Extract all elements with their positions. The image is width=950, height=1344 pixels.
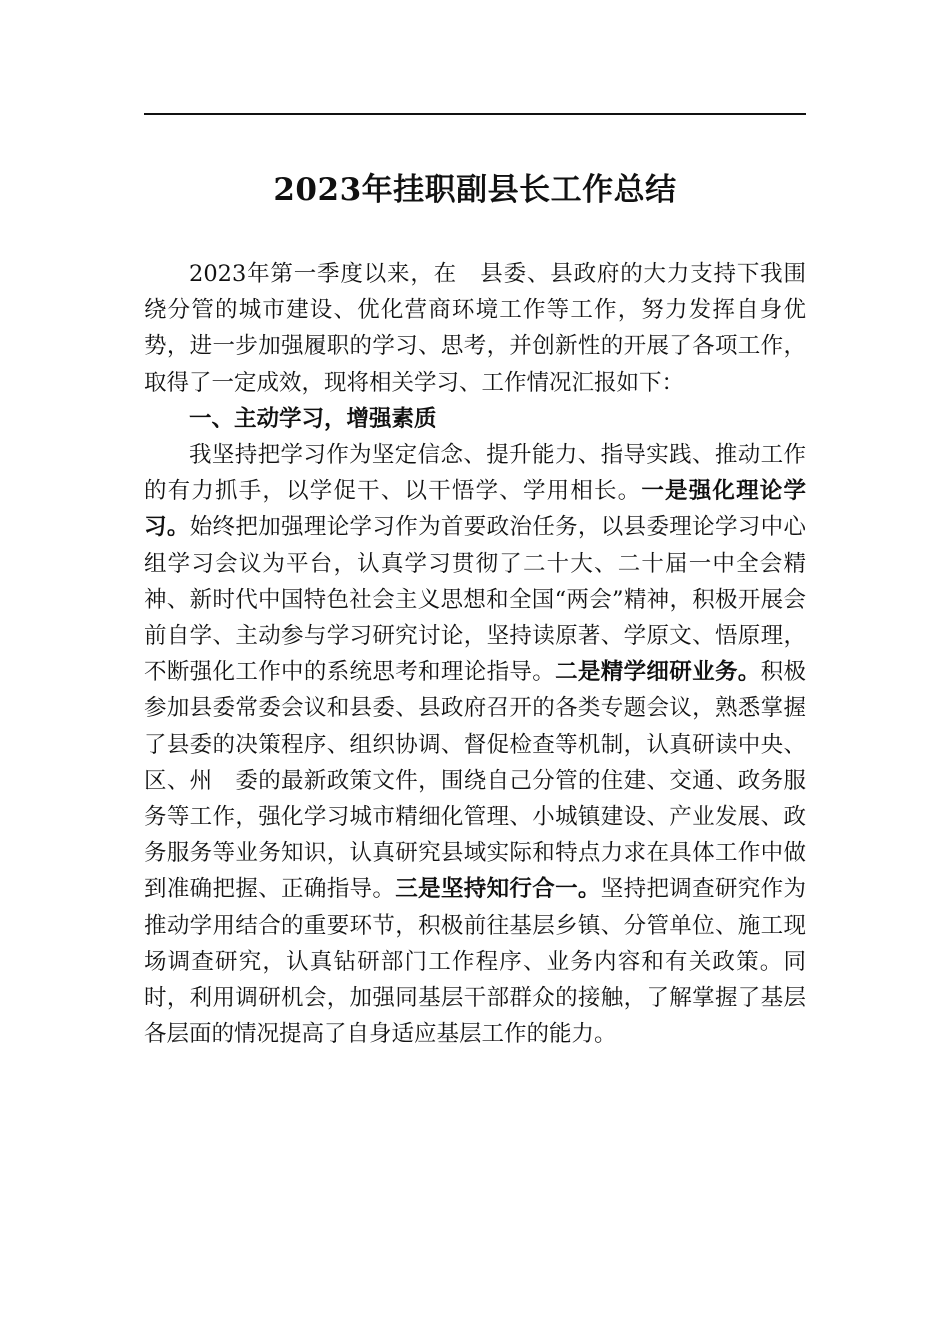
section-lead: 我坚持把学习作为坚定信念、提升能力、指导实践、推动工作的有力抓手，以学促干、以干悟学、学用相长。 [144, 442, 806, 505]
intro-paragraph: 2023年第一季度以来，在 县委、县政府的大力支持下我围绕分管的城市建设、优化营商环境工作等工作，努力发挥自身优势，进一步加强履职的学习、思考，并创新性的开展了各项工作，取得了一定成效，现将相关学习、工作情况汇报如下： [144, 261, 806, 396]
section-heading: 一、主动学习，增强素质 [189, 405, 437, 432]
point-3-title: 三是坚持知行合一。 [395, 876, 601, 903]
document-body [144, 256, 806, 1052]
point-1-text: 始终把加强理论学习作为首要政治任务，以县委理论学习中心组学习会议为平台，认真学习贯彻了二十大、二十届一中全会精神、新时代中国特色社会主义思想和全国“两会”精神，积极开展会前自学、主动参与学习研究讨论，坚持读原著、学原文、悟原理，不断强化工作中的系统思考和理论指导。 [144, 514, 806, 686]
document-title: 2023年挂职副县长工作总结 [273, 172, 677, 208]
point-1-title: 一是强化理论学习。 [144, 478, 806, 541]
point-2-text: 积极参加县委常委会议和县委、县政府召开的各类专题会议，熟悉掌握了县委的决策程序、组织协调、督促检查等机制，认真研读中央、区、州 委的最新政策文件，围绕自己分管的住建、交通、政务服务等工作，强化学习城市精细化管理、小城镇建设、产业发展、政务服务等业务知识，认真研究县域实际和特点力求在具体工作中做到准确把握、正确指导。 [144, 659, 806, 903]
point-2-title: 二是精学细研业务。 [555, 659, 761, 686]
header-rule [144, 113, 806, 115]
section-paragraph [144, 437, 806, 1052]
point-3-text: 坚持把调查研究作为推动学用结合的重要环节，积极前往基层乡镇、分管单位、施工现场调查研究，认真钻研部门工作程序、业务内容和有关政策。同时，利用调研机会，加强同基层干部群众的接触，了解掌握了基层各层面的情况提高了自身适应基层工作的能力。 [144, 876, 806, 1048]
